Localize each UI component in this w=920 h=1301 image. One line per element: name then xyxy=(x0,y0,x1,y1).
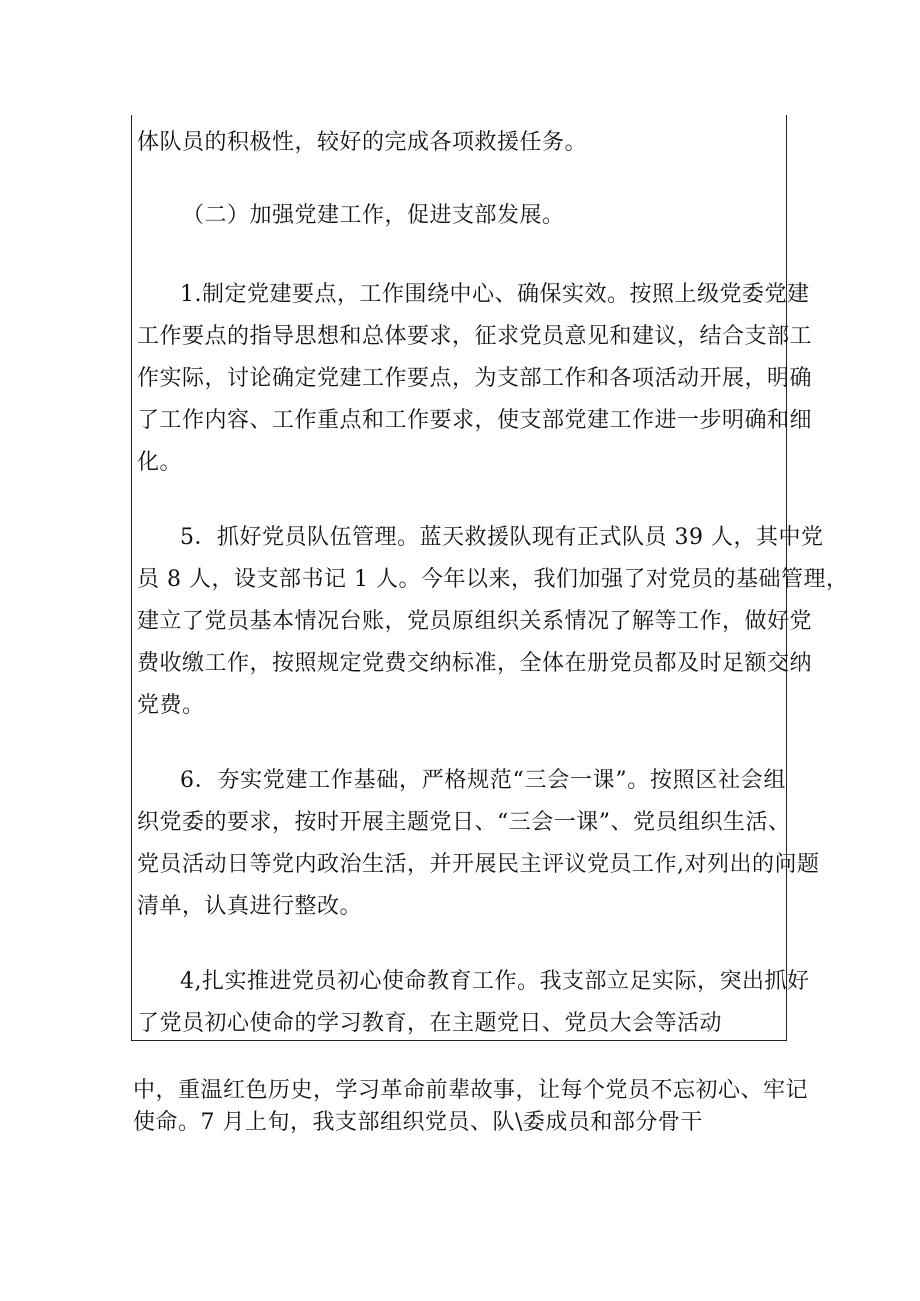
paragraph-line: 了工作内容、工作重点和工作要求，使支部党建工作进一步明确和细 xyxy=(137,408,813,433)
paragraph-line: 4,扎实推进党员初心使命教育工作。我支部立足实际，突出抓好 xyxy=(180,969,810,994)
paragraph-line: 清单，认真进行整改。 xyxy=(137,894,363,919)
paragraph-line: 作实际，讨论确定党建工作要点，为支部工作和各项活动开展，明确 xyxy=(137,366,813,391)
section-heading: （二）加强党建工作，促进支部发展。 xyxy=(182,203,565,228)
paragraph-line: 党费。 xyxy=(137,693,205,718)
paragraph-line: 6．夯实党建工作基础，严格规范“三会一课”。按照区社会组 xyxy=(180,768,786,793)
paragraph-line: 体队员的积极性，较好的完成各项救援任务。 xyxy=(137,130,588,155)
paragraph-line: 工作要点的指导思想和总体要求，征求党员意见和建议，结合支部工 xyxy=(137,324,813,349)
paragraph-line: 费收缴工作，按照规定党费交纳标准，全体在册党员都及时足额交纳 xyxy=(137,651,813,676)
paragraph-line: 建立了党员基本情况台账，党员原组织关系情况了解等工作，做好党 xyxy=(137,609,813,634)
paragraph-line: 5．抓好党员队伍管理。蓝天救援队现有正式队员 39 人，其中党 xyxy=(180,525,824,550)
paragraph-line: 党员活动日等党内政治生活，并开展民主评议党员工作,对列出的问题 xyxy=(137,852,820,877)
paragraph-line: 1.制定党建要点，工作围绕中心、确保实效。按照上级党委党建 xyxy=(180,282,810,307)
paragraph-line: 化。 xyxy=(137,450,183,475)
paragraph-line: 中，重温红色历史，学习革命前辈故事，让每个党员不忘初心、牢记 xyxy=(133,1078,809,1103)
paragraph-line: 使命。7 月上旬，我支部组织党员、队\委成员和部分骨干 xyxy=(133,1110,703,1135)
paragraph-line: 员 8 人，设支部书记 1 人。今年以来，我们加强了对党员的基础管理， xyxy=(137,567,849,592)
paragraph-line: 织党委的要求，按时开展主题党日、“三会一课”、党员组织生活、 xyxy=(137,810,791,835)
paragraph-line: 了党员初心使命的学习教育，在主题党日、党员大会等活动 xyxy=(137,1011,723,1036)
